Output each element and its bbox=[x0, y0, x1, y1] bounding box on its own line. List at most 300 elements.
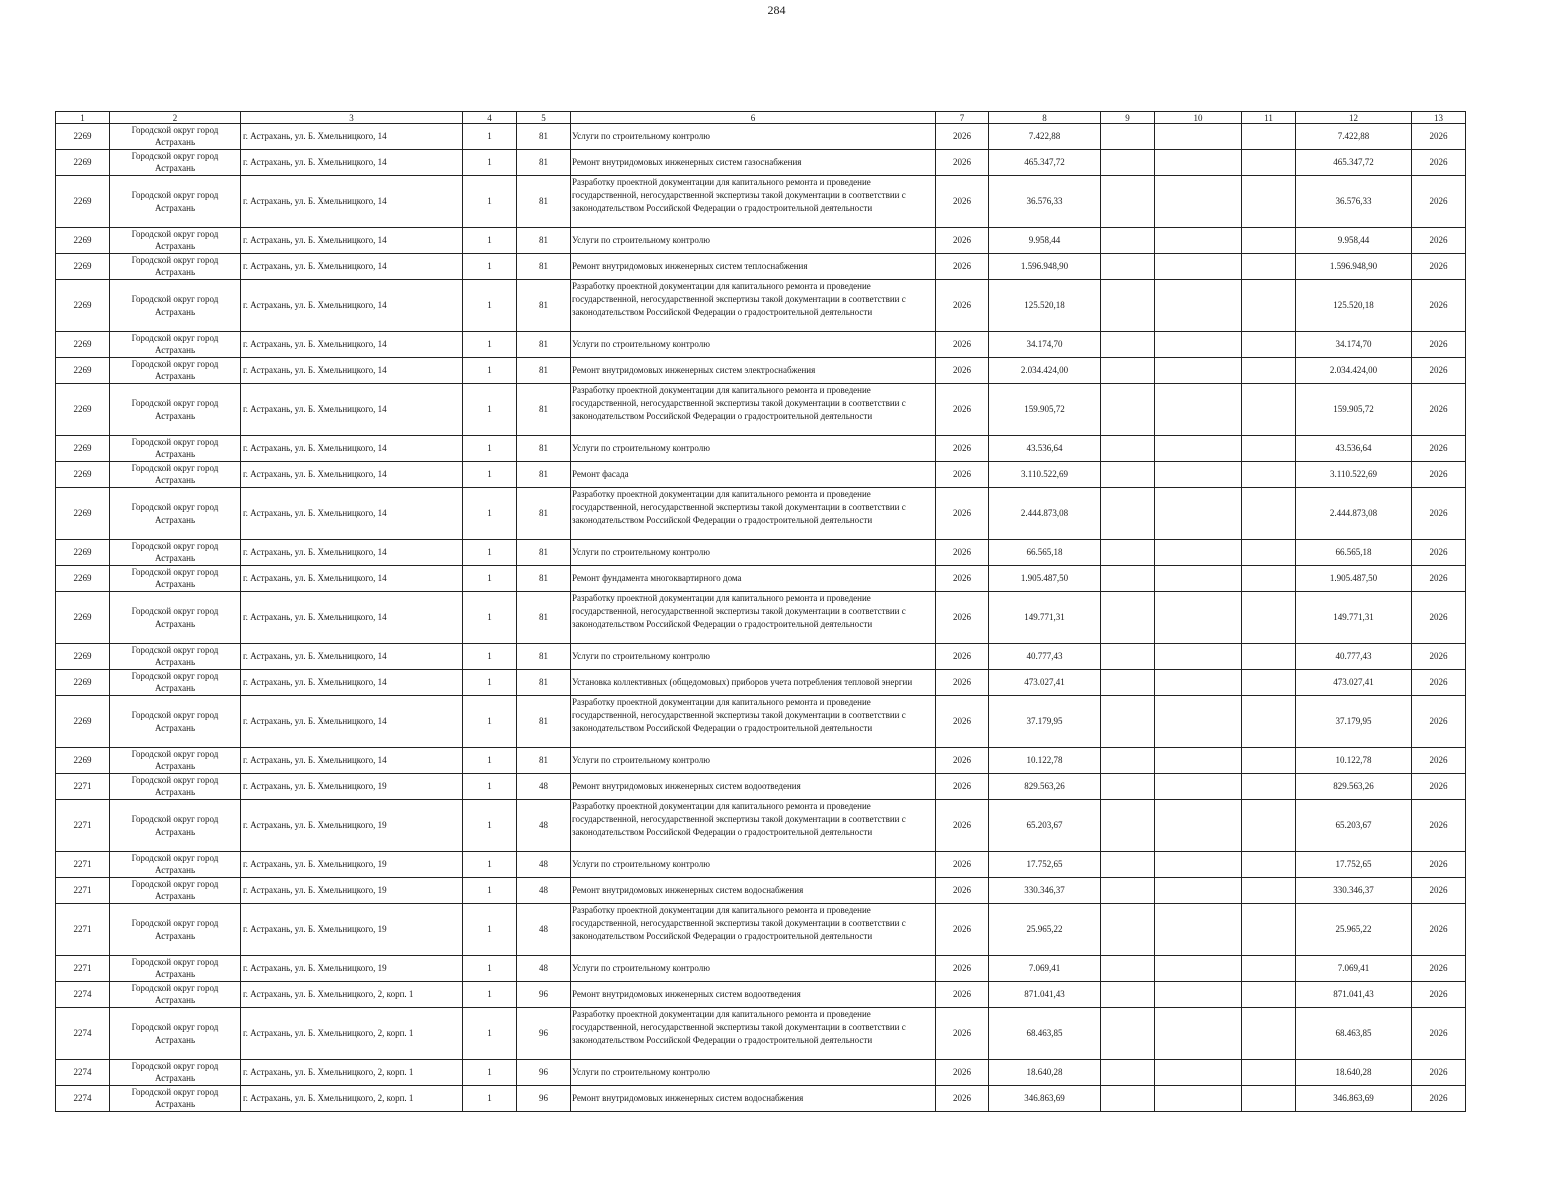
row-id-cell: 2271 bbox=[56, 774, 110, 800]
row-id-cell: 2269 bbox=[56, 384, 110, 436]
year-cell: 2026 bbox=[936, 592, 989, 644]
column-10-cell bbox=[1155, 670, 1242, 696]
column-11-cell bbox=[1242, 696, 1296, 748]
column-12-cell: 465.347,72 bbox=[1296, 150, 1412, 176]
column-4-cell: 1 bbox=[463, 852, 517, 878]
municipality-cell: Городской округ город Астрахань bbox=[110, 852, 241, 878]
column-9-cell bbox=[1101, 592, 1155, 644]
column-number: 6 bbox=[571, 112, 936, 124]
column-10-cell bbox=[1155, 800, 1242, 852]
column-5-cell: 81 bbox=[517, 696, 571, 748]
table-row bbox=[56, 228, 1466, 254]
column-10-cell bbox=[1155, 956, 1242, 982]
cost-cell: 149.771,31 bbox=[989, 592, 1101, 644]
municipality-cell: Городской округ город Астрахань bbox=[110, 566, 241, 592]
column-11-cell bbox=[1242, 150, 1296, 176]
cost-cell: 34.174,70 bbox=[989, 332, 1101, 358]
row-id-cell: 2269 bbox=[56, 332, 110, 358]
column-10-cell bbox=[1155, 904, 1242, 956]
year-cell: 2026 bbox=[936, 280, 989, 332]
work-type-cell: Услуги по строительному контролю bbox=[571, 748, 936, 774]
address-cell: г. Астрахань, ул. Б. Хмельницкого, 14 bbox=[241, 644, 463, 670]
row-id-cell: 2269 bbox=[56, 566, 110, 592]
municipality-cell: Городской округ город Астрахань bbox=[110, 150, 241, 176]
column-5-cell: 81 bbox=[517, 748, 571, 774]
address-cell: г. Астрахань, ул. Б. Хмельницкого, 14 bbox=[241, 332, 463, 358]
column-5-cell: 81 bbox=[517, 150, 571, 176]
cost-cell: 330.346,37 bbox=[989, 878, 1101, 904]
column-10-cell bbox=[1155, 254, 1242, 280]
year-cell: 2026 bbox=[936, 800, 989, 852]
municipality-cell: Городской округ город Астрахань bbox=[110, 488, 241, 540]
column-4-cell: 1 bbox=[463, 696, 517, 748]
column-9-cell bbox=[1101, 176, 1155, 228]
column-4-cell: 1 bbox=[463, 982, 517, 1008]
column-4-cell: 1 bbox=[463, 150, 517, 176]
column-11-cell bbox=[1242, 956, 1296, 982]
column-5-cell: 48 bbox=[517, 800, 571, 852]
work-type-cell: Услуги по строительному контролю bbox=[571, 540, 936, 566]
column-13-cell: 2026 bbox=[1412, 800, 1466, 852]
column-12-cell: 40.777,43 bbox=[1296, 644, 1412, 670]
table-row bbox=[56, 670, 1466, 696]
address-cell: г. Астрахань, ул. Б. Хмельницкого, 19 bbox=[241, 774, 463, 800]
column-5-cell: 48 bbox=[517, 774, 571, 800]
column-11-cell bbox=[1242, 254, 1296, 280]
table-row bbox=[56, 566, 1466, 592]
column-12-cell: 9.958,44 bbox=[1296, 228, 1412, 254]
row-id-cell: 2271 bbox=[56, 878, 110, 904]
address-cell: г. Астрахань, ул. Б. Хмельницкого, 2, корп. 1 bbox=[241, 982, 463, 1008]
cost-cell: 829.563,26 bbox=[989, 774, 1101, 800]
column-13-cell: 2026 bbox=[1412, 878, 1466, 904]
column-11-cell bbox=[1242, 332, 1296, 358]
column-11-cell bbox=[1242, 488, 1296, 540]
municipality-cell: Городской округ город Астрахань bbox=[110, 982, 241, 1008]
column-13-cell: 2026 bbox=[1412, 1086, 1466, 1112]
column-9-cell bbox=[1101, 384, 1155, 436]
cost-cell: 40.777,43 bbox=[989, 644, 1101, 670]
work-type-cell: Разработку проектной документации для капитального ремонта и проведение государственной, негосударственной экспертизы такой документации в соответствии с законодательством Российской Федерации о градостроительной деятельности bbox=[571, 280, 936, 332]
address-cell: г. Астрахань, ул. Б. Хмельницкого, 14 bbox=[241, 488, 463, 540]
work-type-cell: Установка коллективных (общедомовых) приборов учета потребления тепловой энергии bbox=[571, 670, 936, 696]
work-type-cell: Услуги по строительному контролю bbox=[571, 436, 936, 462]
column-12-cell: 1.596.948,90 bbox=[1296, 254, 1412, 280]
work-type-cell: Разработку проектной документации для капитального ремонта и проведение государственной, негосударственной экспертизы такой документации в соответствии с законодательством Российской Федерации о градостроительной деятельности bbox=[571, 904, 936, 956]
column-5-cell: 96 bbox=[517, 1008, 571, 1060]
column-9-cell bbox=[1101, 280, 1155, 332]
column-13-cell: 2026 bbox=[1412, 1060, 1466, 1086]
municipality-cell: Городской округ город Астрахань bbox=[110, 462, 241, 488]
municipality-cell: Городской округ город Астрахань bbox=[110, 956, 241, 982]
year-cell: 2026 bbox=[936, 670, 989, 696]
table-row bbox=[56, 1060, 1466, 1086]
column-12-cell: 346.863,69 bbox=[1296, 1086, 1412, 1112]
work-type-cell: Ремонт внутридомовых инженерных систем теплоснабжения bbox=[571, 254, 936, 280]
year-cell: 2026 bbox=[936, 748, 989, 774]
column-13-cell: 2026 bbox=[1412, 852, 1466, 878]
column-5-cell: 96 bbox=[517, 1086, 571, 1112]
column-5-cell: 48 bbox=[517, 878, 571, 904]
municipality-cell: Городской округ город Астрахань bbox=[110, 384, 241, 436]
table-row bbox=[56, 462, 1466, 488]
column-4-cell: 1 bbox=[463, 488, 517, 540]
row-id-cell: 2269 bbox=[56, 254, 110, 280]
column-5-cell: 81 bbox=[517, 254, 571, 280]
column-9-cell bbox=[1101, 670, 1155, 696]
column-12-cell: 330.346,37 bbox=[1296, 878, 1412, 904]
column-5-cell: 81 bbox=[517, 462, 571, 488]
address-cell: г. Астрахань, ул. Б. Хмельницкого, 19 bbox=[241, 956, 463, 982]
column-9-cell bbox=[1101, 696, 1155, 748]
column-4-cell: 1 bbox=[463, 878, 517, 904]
column-10-cell bbox=[1155, 488, 1242, 540]
table-row bbox=[56, 176, 1466, 228]
address-cell: г. Астрахань, ул. Б. Хмельницкого, 14 bbox=[241, 150, 463, 176]
cost-cell: 17.752,65 bbox=[989, 852, 1101, 878]
address-cell: г. Астрахань, ул. Б. Хмельницкого, 14 bbox=[241, 540, 463, 566]
address-cell: г. Астрахань, ул. Б. Хмельницкого, 14 bbox=[241, 462, 463, 488]
column-4-cell: 1 bbox=[463, 384, 517, 436]
column-12-cell: 66.565,18 bbox=[1296, 540, 1412, 566]
column-9-cell bbox=[1101, 488, 1155, 540]
municipality-cell: Городской округ город Астрахань bbox=[110, 540, 241, 566]
column-11-cell bbox=[1242, 904, 1296, 956]
address-cell: г. Астрахань, ул. Б. Хмельницкого, 14 bbox=[241, 124, 463, 150]
address-cell: г. Астрахань, ул. Б. Хмельницкого, 14 bbox=[241, 670, 463, 696]
column-10-cell bbox=[1155, 436, 1242, 462]
work-type-cell: Услуги по строительному контролю bbox=[571, 852, 936, 878]
address-cell: г. Астрахань, ул. Б. Хмельницкого, 14 bbox=[241, 228, 463, 254]
column-12-cell: 829.563,26 bbox=[1296, 774, 1412, 800]
work-type-cell: Разработку проектной документации для капитального ремонта и проведение государственной, негосударственной экспертизы такой документации в соответствии с законодательством Российской Федерации о градостроительной деятельности bbox=[571, 1008, 936, 1060]
column-11-cell bbox=[1242, 540, 1296, 566]
column-13-cell: 2026 bbox=[1412, 696, 1466, 748]
column-9-cell bbox=[1101, 878, 1155, 904]
column-9-cell bbox=[1101, 904, 1155, 956]
year-cell: 2026 bbox=[936, 358, 989, 384]
work-type-cell: Ремонт внутридомовых инженерных систем водоснабжения bbox=[571, 1086, 936, 1112]
column-11-cell bbox=[1242, 436, 1296, 462]
column-11-cell bbox=[1242, 878, 1296, 904]
column-12-cell: 10.122,78 bbox=[1296, 748, 1412, 774]
column-number: 2 bbox=[110, 112, 241, 124]
column-13-cell: 2026 bbox=[1412, 228, 1466, 254]
municipality-cell: Городской округ город Астрахань bbox=[110, 904, 241, 956]
column-13-cell: 2026 bbox=[1412, 462, 1466, 488]
column-11-cell bbox=[1242, 852, 1296, 878]
column-12-cell: 7.422,88 bbox=[1296, 124, 1412, 150]
cost-cell: 465.347,72 bbox=[989, 150, 1101, 176]
address-cell: г. Астрахань, ул. Б. Хмельницкого, 2, корп. 1 bbox=[241, 1086, 463, 1112]
column-13-cell: 2026 bbox=[1412, 904, 1466, 956]
year-cell: 2026 bbox=[936, 566, 989, 592]
column-12-cell: 25.965,22 bbox=[1296, 904, 1412, 956]
year-cell: 2026 bbox=[936, 176, 989, 228]
work-type-cell: Услуги по строительному контролю bbox=[571, 332, 936, 358]
year-cell: 2026 bbox=[936, 332, 989, 358]
work-type-cell: Ремонт внутридомовых инженерных систем водоснабжения bbox=[571, 878, 936, 904]
year-cell: 2026 bbox=[936, 488, 989, 540]
column-5-cell: 81 bbox=[517, 592, 571, 644]
column-11-cell bbox=[1242, 280, 1296, 332]
column-11-cell bbox=[1242, 982, 1296, 1008]
work-type-cell: Разработку проектной документации для капитального ремонта и проведение государственной, негосударственной экспертизы такой документации в соответствии с законодательством Российской Федерации о градостроительной деятельности bbox=[571, 592, 936, 644]
column-10-cell bbox=[1155, 748, 1242, 774]
column-4-cell: 1 bbox=[463, 774, 517, 800]
column-5-cell: 81 bbox=[517, 644, 571, 670]
table-row bbox=[56, 254, 1466, 280]
municipality-cell: Городской округ город Астрахань bbox=[110, 1086, 241, 1112]
column-5-cell: 81 bbox=[517, 358, 571, 384]
column-10-cell bbox=[1155, 566, 1242, 592]
column-12-cell: 17.752,65 bbox=[1296, 852, 1412, 878]
row-id-cell: 2271 bbox=[56, 800, 110, 852]
column-number: 8 bbox=[989, 112, 1101, 124]
cost-cell: 68.463,85 bbox=[989, 1008, 1101, 1060]
column-number: 11 bbox=[1242, 112, 1296, 124]
page-number: 284 bbox=[767, 3, 786, 17]
column-4-cell: 1 bbox=[463, 1008, 517, 1060]
work-type-cell: Услуги по строительному контролю bbox=[571, 228, 936, 254]
work-type-cell: Разработку проектной документации для капитального ремонта и проведение государственной, негосударственной экспертизы такой документации в соответствии с законодательством Российской Федерации о градостроительной деятельности bbox=[571, 176, 936, 228]
column-13-cell: 2026 bbox=[1412, 124, 1466, 150]
year-cell: 2026 bbox=[936, 878, 989, 904]
table-row bbox=[56, 384, 1466, 436]
repair-registry-table bbox=[55, 111, 1466, 1112]
column-11-cell bbox=[1242, 176, 1296, 228]
column-5-cell: 81 bbox=[517, 540, 571, 566]
municipality-cell: Городской округ город Астрахань bbox=[110, 800, 241, 852]
year-cell: 2026 bbox=[936, 228, 989, 254]
address-cell: г. Астрахань, ул. Б. Хмельницкого, 14 bbox=[241, 358, 463, 384]
column-4-cell: 1 bbox=[463, 1060, 517, 1086]
year-cell: 2026 bbox=[936, 1008, 989, 1060]
cost-cell: 1.905.487,50 bbox=[989, 566, 1101, 592]
column-4-cell: 1 bbox=[463, 280, 517, 332]
column-11-cell bbox=[1242, 124, 1296, 150]
table-row bbox=[56, 436, 1466, 462]
year-cell: 2026 bbox=[936, 384, 989, 436]
column-number: 3 bbox=[241, 112, 463, 124]
column-5-cell: 48 bbox=[517, 956, 571, 982]
column-4-cell: 1 bbox=[463, 124, 517, 150]
column-9-cell bbox=[1101, 150, 1155, 176]
column-12-cell: 159.905,72 bbox=[1296, 384, 1412, 436]
column-number: 10 bbox=[1155, 112, 1242, 124]
address-cell: г. Астрахань, ул. Б. Хмельницкого, 14 bbox=[241, 384, 463, 436]
column-number: 1 bbox=[56, 112, 110, 124]
row-id-cell: 2269 bbox=[56, 748, 110, 774]
column-number: 9 bbox=[1101, 112, 1155, 124]
address-cell: г. Астрахань, ул. Б. Хмельницкого, 14 bbox=[241, 566, 463, 592]
column-10-cell bbox=[1155, 228, 1242, 254]
column-12-cell: 473.027,41 bbox=[1296, 670, 1412, 696]
cost-cell: 1.596.948,90 bbox=[989, 254, 1101, 280]
column-9-cell bbox=[1101, 1008, 1155, 1060]
column-4-cell: 1 bbox=[463, 254, 517, 280]
cost-cell: 10.122,78 bbox=[989, 748, 1101, 774]
row-id-cell: 2269 bbox=[56, 488, 110, 540]
column-10-cell bbox=[1155, 1086, 1242, 1112]
address-cell: г. Астрахань, ул. Б. Хмельницкого, 14 bbox=[241, 748, 463, 774]
row-id-cell: 2269 bbox=[56, 124, 110, 150]
column-13-cell: 2026 bbox=[1412, 150, 1466, 176]
column-11-cell bbox=[1242, 228, 1296, 254]
column-12-cell: 43.536,64 bbox=[1296, 436, 1412, 462]
work-type-cell: Услуги по строительному контролю bbox=[571, 124, 936, 150]
column-10-cell bbox=[1155, 644, 1242, 670]
column-13-cell: 2026 bbox=[1412, 644, 1466, 670]
column-4-cell: 1 bbox=[463, 904, 517, 956]
address-cell: г. Астрахань, ул. Б. Хмельницкого, 14 bbox=[241, 592, 463, 644]
column-11-cell bbox=[1242, 384, 1296, 436]
column-5-cell: 81 bbox=[517, 436, 571, 462]
column-10-cell bbox=[1155, 774, 1242, 800]
cost-cell: 125.520,18 bbox=[989, 280, 1101, 332]
cost-cell: 159.905,72 bbox=[989, 384, 1101, 436]
year-cell: 2026 bbox=[936, 904, 989, 956]
column-11-cell bbox=[1242, 644, 1296, 670]
municipality-cell: Городской округ город Астрахань bbox=[110, 878, 241, 904]
column-11-cell bbox=[1242, 358, 1296, 384]
column-9-cell bbox=[1101, 956, 1155, 982]
column-13-cell: 2026 bbox=[1412, 358, 1466, 384]
year-cell: 2026 bbox=[936, 124, 989, 150]
cost-cell: 37.179,95 bbox=[989, 696, 1101, 748]
column-4-cell: 1 bbox=[463, 462, 517, 488]
column-5-cell: 81 bbox=[517, 124, 571, 150]
column-12-cell: 2.444.873,08 bbox=[1296, 488, 1412, 540]
row-id-cell: 2269 bbox=[56, 436, 110, 462]
work-type-cell: Разработку проектной документации для капитального ремонта и проведение государственной, негосударственной экспертизы такой документации в соответствии с законодательством Российской Федерации о градостроительной деятельности bbox=[571, 384, 936, 436]
municipality-cell: Городской округ город Астрахань bbox=[110, 644, 241, 670]
table-row bbox=[56, 124, 1466, 150]
address-cell: г. Астрахань, ул. Б. Хмельницкого, 14 bbox=[241, 696, 463, 748]
column-5-cell: 81 bbox=[517, 332, 571, 358]
work-type-cell: Услуги по строительному контролю bbox=[571, 956, 936, 982]
column-9-cell bbox=[1101, 982, 1155, 1008]
work-type-cell: Ремонт фундамента многоквартирного дома bbox=[571, 566, 936, 592]
column-10-cell bbox=[1155, 982, 1242, 1008]
column-4-cell: 1 bbox=[463, 644, 517, 670]
row-id-cell: 2271 bbox=[56, 904, 110, 956]
column-4-cell: 1 bbox=[463, 800, 517, 852]
column-5-cell: 81 bbox=[517, 488, 571, 540]
cost-cell: 871.041,43 bbox=[989, 982, 1101, 1008]
column-12-cell: 68.463,85 bbox=[1296, 1008, 1412, 1060]
column-12-cell: 3.110.522,69 bbox=[1296, 462, 1412, 488]
year-cell: 2026 bbox=[936, 1060, 989, 1086]
column-11-cell bbox=[1242, 748, 1296, 774]
column-number: 4 bbox=[463, 112, 517, 124]
municipality-cell: Городской округ город Астрахань bbox=[110, 670, 241, 696]
column-13-cell: 2026 bbox=[1412, 1008, 1466, 1060]
table-row bbox=[56, 1008, 1466, 1060]
year-cell: 2026 bbox=[936, 540, 989, 566]
column-9-cell bbox=[1101, 800, 1155, 852]
cost-cell: 65.203,67 bbox=[989, 800, 1101, 852]
column-13-cell: 2026 bbox=[1412, 540, 1466, 566]
year-cell: 2026 bbox=[936, 462, 989, 488]
address-cell: г. Астрахань, ул. Б. Хмельницкого, 14 bbox=[241, 176, 463, 228]
column-12-cell: 34.174,70 bbox=[1296, 332, 1412, 358]
municipality-cell: Городской округ город Астрахань bbox=[110, 592, 241, 644]
column-10-cell bbox=[1155, 878, 1242, 904]
column-11-cell bbox=[1242, 592, 1296, 644]
column-12-cell: 149.771,31 bbox=[1296, 592, 1412, 644]
year-cell: 2026 bbox=[936, 956, 989, 982]
municipality-cell: Городской округ город Астрахань bbox=[110, 1008, 241, 1060]
column-9-cell bbox=[1101, 332, 1155, 358]
column-11-cell bbox=[1242, 774, 1296, 800]
column-13-cell: 2026 bbox=[1412, 254, 1466, 280]
table-row bbox=[56, 280, 1466, 332]
municipality-cell: Городской округ город Астрахань bbox=[110, 358, 241, 384]
column-13-cell: 2026 bbox=[1412, 176, 1466, 228]
column-9-cell bbox=[1101, 124, 1155, 150]
year-cell: 2026 bbox=[936, 982, 989, 1008]
column-13-cell: 2026 bbox=[1412, 280, 1466, 332]
column-13-cell: 2026 bbox=[1412, 592, 1466, 644]
cost-cell: 36.576,33 bbox=[989, 176, 1101, 228]
column-12-cell: 7.069,41 bbox=[1296, 956, 1412, 982]
column-11-cell bbox=[1242, 800, 1296, 852]
table-row bbox=[56, 150, 1466, 176]
column-4-cell: 1 bbox=[463, 332, 517, 358]
municipality-cell: Городской округ город Астрахань bbox=[110, 228, 241, 254]
table-row bbox=[56, 774, 1466, 800]
column-13-cell: 2026 bbox=[1412, 332, 1466, 358]
column-11-cell bbox=[1242, 462, 1296, 488]
table-row bbox=[56, 1086, 1466, 1112]
address-cell: г. Астрахань, ул. Б. Хмельницкого, 19 bbox=[241, 904, 463, 956]
work-type-cell: Ремонт внутридомовых инженерных систем водоотведения bbox=[571, 982, 936, 1008]
column-12-cell: 37.179,95 bbox=[1296, 696, 1412, 748]
year-cell: 2026 bbox=[936, 254, 989, 280]
row-id-cell: 2274 bbox=[56, 1086, 110, 1112]
year-cell: 2026 bbox=[936, 436, 989, 462]
column-9-cell bbox=[1101, 644, 1155, 670]
work-type-cell: Ремонт внутридомовых инженерных систем газоснабжения bbox=[571, 150, 936, 176]
column-11-cell bbox=[1242, 1060, 1296, 1086]
column-13-cell: 2026 bbox=[1412, 436, 1466, 462]
column-5-cell: 81 bbox=[517, 384, 571, 436]
column-9-cell bbox=[1101, 254, 1155, 280]
year-cell: 2026 bbox=[936, 852, 989, 878]
row-id-cell: 2269 bbox=[56, 280, 110, 332]
work-type-cell: Разработку проектной документации для капитального ремонта и проведение государственной, негосударственной экспертизы такой документации в соответствии с законодательством Российской Федерации о градостроительной деятельности bbox=[571, 488, 936, 540]
column-10-cell bbox=[1155, 852, 1242, 878]
cost-cell: 7.422,88 bbox=[989, 124, 1101, 150]
column-11-cell bbox=[1242, 1086, 1296, 1112]
cost-cell: 43.536,64 bbox=[989, 436, 1101, 462]
work-type-cell: Ремонт внутридомовых инженерных систем водоотведения bbox=[571, 774, 936, 800]
address-cell: г. Астрахань, ул. Б. Хмельницкого, 14 bbox=[241, 436, 463, 462]
column-number-row bbox=[56, 112, 1466, 124]
cost-cell: 18.640,28 bbox=[989, 1060, 1101, 1086]
cost-cell: 346.863,69 bbox=[989, 1086, 1101, 1112]
column-10-cell bbox=[1155, 332, 1242, 358]
work-type-cell: Услуги по строительному контролю bbox=[571, 644, 936, 670]
column-12-cell: 871.041,43 bbox=[1296, 982, 1412, 1008]
column-5-cell: 81 bbox=[517, 670, 571, 696]
column-13-cell: 2026 bbox=[1412, 956, 1466, 982]
column-5-cell: 48 bbox=[517, 852, 571, 878]
column-9-cell bbox=[1101, 540, 1155, 566]
column-9-cell bbox=[1101, 1086, 1155, 1112]
address-cell: г. Астрахань, ул. Б. Хмельницкого, 2, корп. 1 bbox=[241, 1060, 463, 1086]
